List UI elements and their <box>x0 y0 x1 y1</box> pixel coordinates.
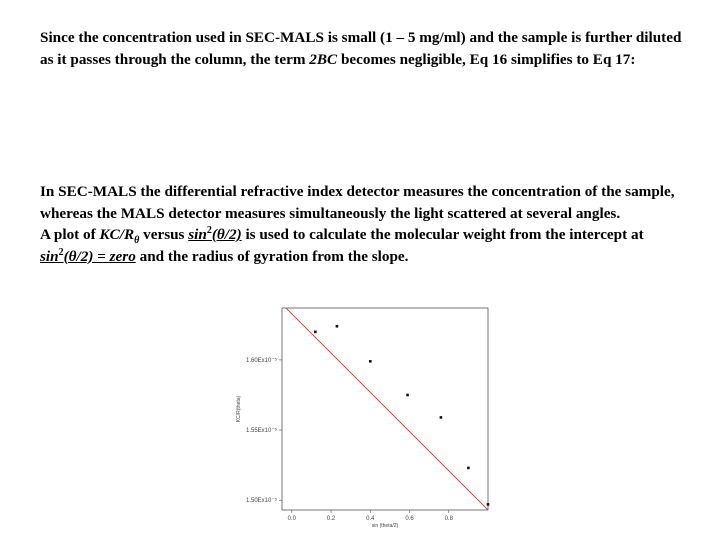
x-tick-label: 0.4 <box>366 516 375 522</box>
kc-term: KC/R <box>99 226 135 243</box>
y-tick-label: 1.50Ex10⁻⁵ <box>245 498 277 505</box>
x-tick-label: 0.2 <box>326 516 336 522</box>
term-2bc: 2BC <box>309 50 338 68</box>
method-text-d: and the radius of gyration from the slope. <box>135 247 409 265</box>
plot-frame <box>282 308 488 510</box>
theta-subscript: θ <box>134 235 140 247</box>
method-text-a: A plot of <box>40 226 100 243</box>
y-axis-label: KC/R(theta) <box>236 395 242 423</box>
sin-term: $\sin^2(\theta/2)$ <box>188 224 242 243</box>
fit-line <box>286 308 488 510</box>
y-tick-label: 1.55Ex10⁻⁵ <box>245 428 277 435</box>
data-point <box>467 467 470 470</box>
intro-text-b: becomes negligible, Eq 16 simplifies to Eq 17: <box>337 50 636 68</box>
method-text-c: is used to calculate the molecular weight from the intercept at <box>241 226 644 243</box>
data-point <box>314 331 317 334</box>
method-paragraph <box>40 181 690 267</box>
x-tick-label: 0.0 <box>287 516 296 522</box>
kc-r-vs-sin-scatter-plot <box>228 302 496 538</box>
sin-zero-term: $\sin^2(\theta/2)$ = zero <box>40 246 136 265</box>
data-point <box>487 503 490 506</box>
data-point <box>369 360 372 363</box>
x-axis-label: sin (theta/2) <box>371 523 399 529</box>
data-point <box>440 416 443 419</box>
method-line-1: In SEC-MALS the differential refractive index detector measures the concentration of the sample, whereas the MALS detector measures simultaneously the light scattered at several angles. <box>40 183 675 222</box>
x-tick-label: 0.8 <box>444 516 453 522</box>
x-tick-label: 0.6 <box>405 516 414 522</box>
intro-paragraph <box>40 27 690 70</box>
data-point <box>406 394 409 397</box>
intro-text-a: Since the concentration used in SEC-MALS is small (1 – 5 mg/ml) and the sample is further diluted as it passes through the column, the term <box>40 29 682 68</box>
method-text-b: versus <box>139 226 189 243</box>
y-tick-label: 1.60Ex10⁻⁵ <box>245 357 277 364</box>
data-point <box>336 325 339 328</box>
